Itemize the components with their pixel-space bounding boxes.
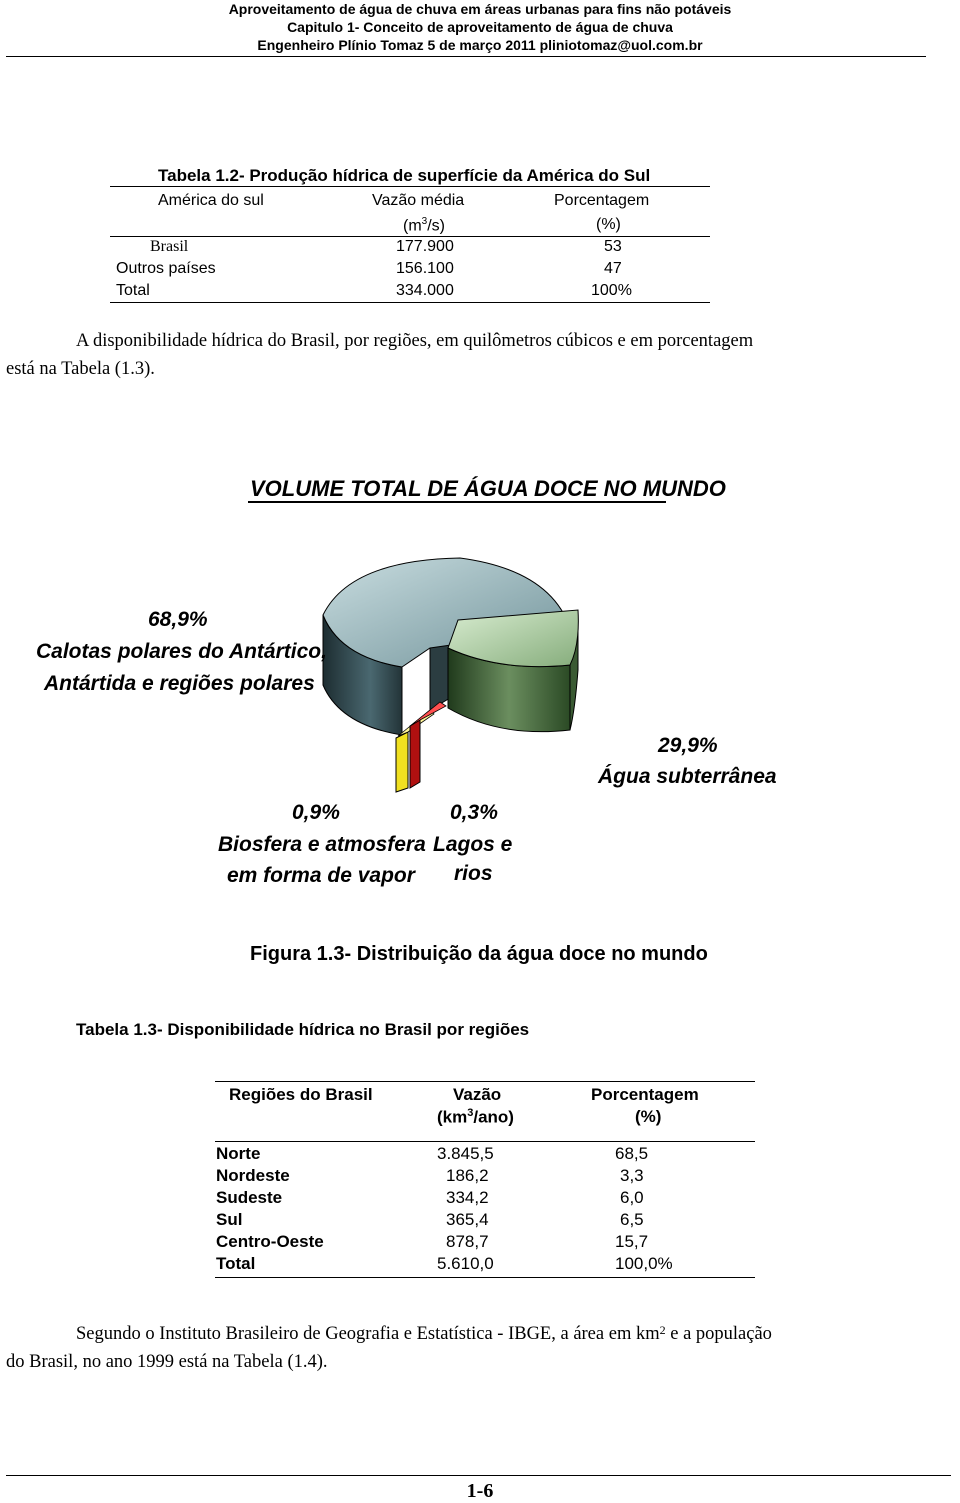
slice-groundwater (448, 610, 578, 732)
table-1-2-header-flow: Vazão média (372, 192, 465, 209)
paragraph-1-line-2: está na Tabela (1.3). (6, 359, 155, 379)
chart-title: VOLUME TOTAL DE ÁGUA DOCE NO MUNDO (250, 476, 726, 501)
table-1-2-header-flow-unit: $(m^3/s)$ (403, 216, 445, 235)
label-lakes-value: 0,3% (450, 801, 498, 824)
label-biosphere-line2: em forma de vapor (227, 864, 415, 887)
cell-region: Sul (216, 1210, 243, 1229)
cell-region: Total (216, 1254, 256, 1273)
pie-chart (30, 470, 790, 900)
table-1-2-caption: Tabela 1.2- Produção hídrica de superfície da América do Sul (158, 166, 651, 185)
table-row (110, 260, 720, 282)
cell-flow: 334,2 (446, 1188, 489, 1207)
label-biosphere-line1: Biosfera e atmosfera (218, 833, 426, 856)
label-polar-line2: Antártida e regiões polares (44, 672, 315, 695)
table-1-3-header-flow-unit: $(km^3/ano)$ (437, 1107, 514, 1127)
paragraph-2-line-1: Segundo o Instituto Brasileiro de Geografia e Estatística - IBGE, a área em $km^2$ e a população (76, 1323, 772, 1344)
label-groundwater-value: 29,9% (658, 734, 718, 757)
cell-flow: 5.610,0 (437, 1254, 494, 1273)
label-polar-value: 68,9% (148, 608, 208, 631)
page-number: 1-6 (466, 1480, 494, 1502)
cell-percent: 15,7 (615, 1232, 649, 1251)
table-rule (215, 1277, 755, 1278)
label-biosphere-value: 0,9% (292, 801, 340, 824)
page-header (0, 0, 960, 54)
cell-region: Norte (216, 1144, 261, 1163)
cell-flow: 156.100 (396, 260, 454, 277)
cell-flow: 365,4 (446, 1210, 489, 1229)
cell-region: Nordeste (216, 1166, 290, 1185)
header-rule (6, 56, 926, 57)
table-1-3 (210, 1075, 755, 1285)
label-lakes-line2: rios (454, 862, 493, 885)
cell-percent: 6,5 (620, 1210, 644, 1229)
cell-flow: 3.845,5 (437, 1144, 494, 1163)
cell-flow: 878,7 (446, 1232, 489, 1251)
cell-percent: 53 (604, 238, 622, 255)
cell-flow: 177.900 (396, 238, 454, 255)
footer-rule (6, 1475, 951, 1476)
table-row (210, 1166, 755, 1188)
table-row (110, 282, 720, 304)
table-1-3-header-percent-unit: (%) (635, 1107, 662, 1126)
cell-percent: 100% (591, 282, 632, 299)
header-line-1: Aproveitamento de água de chuva em áreas urbanas para fins não potáveis (228, 1, 732, 17)
label-lakes-line1: Lagos e (433, 833, 513, 856)
table-1-3-header-flow: Vazão (453, 1085, 502, 1104)
table-row (210, 1210, 755, 1232)
table-row (210, 1254, 755, 1276)
paragraph-2-line-2: do Brasil, no ano 1999 está na Tabela (1.4). (6, 1352, 328, 1372)
table-1-3-header-region: Regiões do Brasil (229, 1085, 373, 1104)
cell-region: Centro-Oeste (216, 1232, 324, 1251)
cell-flow: 334.000 (396, 282, 454, 299)
cell-region: Outros países (116, 260, 216, 277)
cell-region: Sudeste (216, 1188, 283, 1207)
paragraph-1-line-1: A disponibilidade hídrica do Brasil, por regiões, em quilômetros cúbicos e em porcentagem (76, 331, 754, 351)
table-row (210, 1144, 755, 1166)
cell-region: Brasil (150, 238, 189, 255)
header-line-3: Engenheiro Plínio Tomaz 5 de março 2011 pliniotomaz@uol.com.br (257, 37, 703, 53)
cell-percent: 47 (604, 260, 622, 277)
table-1-3-caption: Tabela 1.3- Disponibilidade hídrica no Brasil por regiões (76, 1020, 530, 1039)
cell-percent: 3,3 (620, 1166, 644, 1185)
slice-lakes-rivers (410, 702, 446, 788)
table-row (210, 1232, 755, 1254)
header-line-2: Capitulo 1- Conceito de aproveitamento de água de chuva (287, 19, 673, 35)
label-groundwater-line1: Água subterrânea (598, 765, 777, 788)
table-1-2-header-percent: Porcentagem (554, 192, 650, 209)
table-row (210, 1188, 755, 1210)
figure-caption: Figura 1.3- Distribuição da água doce no mundo (250, 943, 708, 965)
table-rule (215, 1081, 755, 1082)
table-rule (110, 302, 710, 303)
table-1-2-header-percent-unit: (%) (596, 216, 621, 233)
label-polar-line1: Calotas polares do Antártico, (36, 640, 327, 663)
cell-percent: 100,0% (615, 1254, 673, 1273)
table-1-2-header-region: América do sul (158, 192, 264, 209)
table-rule (110, 186, 710, 187)
cell-region: Total (116, 282, 150, 299)
table-rule (110, 236, 710, 237)
cell-flow: 186,2 (446, 1166, 489, 1185)
table-1-3-header-percent: Porcentagem (591, 1085, 699, 1104)
table-row (110, 238, 720, 260)
cell-percent: 68,5 (615, 1144, 649, 1163)
table-rule (215, 1141, 755, 1142)
cell-percent: 6,0 (620, 1188, 644, 1207)
